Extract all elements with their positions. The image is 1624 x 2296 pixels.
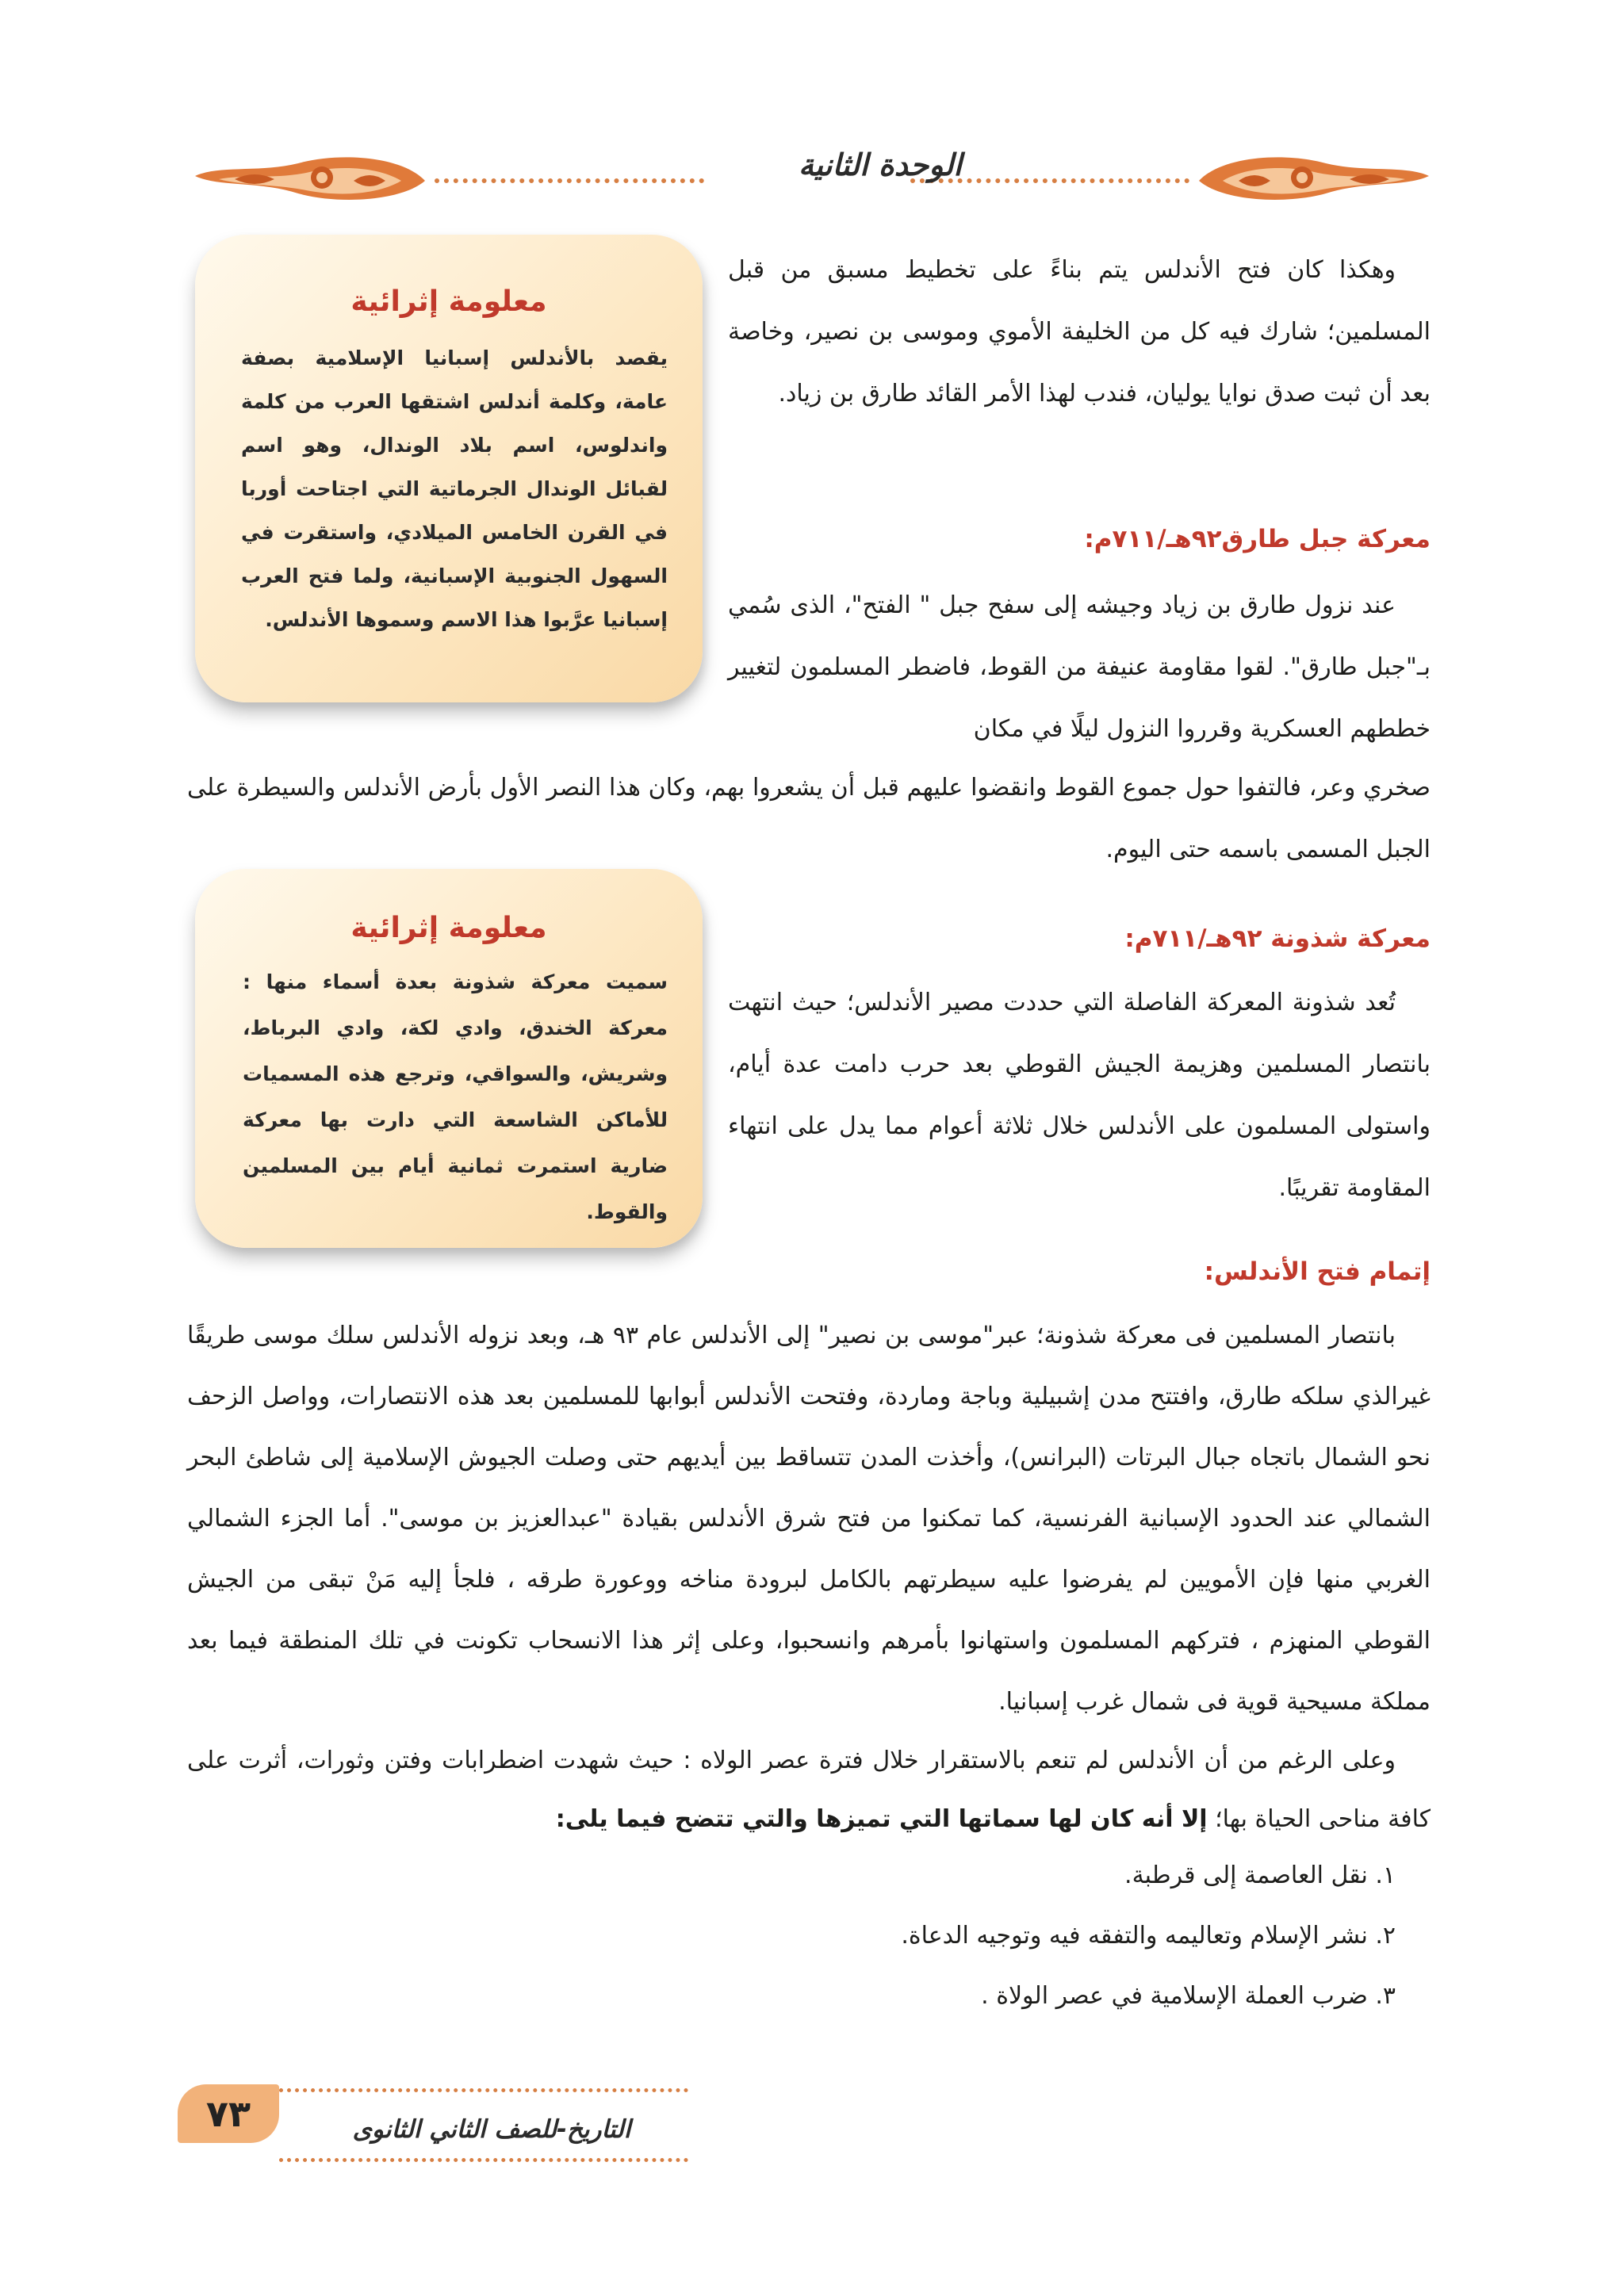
completion-heading: إتمام فتح الأندلس: bbox=[1204, 1257, 1431, 1286]
gibraltar-paragraph-top: عند نزول طارق بن زياد وجيشه إلى سفح جبل " الفتح"، الذى سُمي بـ"جبل طارق". لقوا مقاومة عنيفة من القوط، فاضطر المسلمون لتغيير خططهم العسكرية وقرروا النزول ليلًا في مكان bbox=[728, 591, 1431, 743]
features-list bbox=[714, 1846, 1431, 2026]
list-item: ٣. ضرب العملة الإسلامية في عصر الولاة . bbox=[981, 1982, 1396, 2010]
book-title: التاريخ-للصف الثاني الثانوى bbox=[352, 2115, 631, 2144]
footer-dots-top bbox=[279, 2088, 688, 2092]
list-item: ٢. نشر الإسلام وتعاليمه والتفقه فيه وتوجيه الدعاة. bbox=[901, 1922, 1396, 1950]
gibraltar-paragraph-bottom: صخري وعر، فالتفوا حول جموع القوط وانقضوا عليهم قبل أن يشعروا بهم، وكان هذا النصر الأول بأرض الأندلس والسيطرة على الجبل المسمى باسمه حتى اليوم. bbox=[187, 774, 1431, 863]
completion-paragraph-2 bbox=[187, 1732, 1431, 1849]
enrichment-box-1 bbox=[195, 235, 703, 702]
left-ornament-icon bbox=[187, 149, 433, 211]
completion-paragraph-2-text: وعلى الرغم من أن الأندلس لم تنعم بالاستقرار خلال فترة عصر الولاه : حيث شهدت اضطرابات وفتن وثورات، أثرت على كافة مناحى الحياة بها؛ bbox=[187, 1747, 1431, 1833]
completion-paragraph-2-emphasis: إلا أنه كان لها سماتها التي تميزها والتي تتضح فيما يلى: bbox=[555, 1805, 1208, 1833]
shadhuna-heading: معركة شذونة ٩٢هـ/٧١١م: bbox=[1124, 924, 1431, 953]
enrichment-box-title: معلومة إثرائية bbox=[350, 285, 547, 318]
header-dots-left bbox=[435, 178, 704, 183]
list-item: ١. نقل العاصمة إلى قرطبة. bbox=[1124, 1862, 1396, 1889]
right-ornament-icon bbox=[1191, 149, 1437, 211]
page-number: ٧٣ bbox=[178, 2084, 279, 2143]
completion-paragraph-1: بانتصار المسلمين فى معركة شذونة؛ عبر"موسى بن نصير" إلى الأندلس عام ٩٣ هـ، وبعد نزوله الأندلس سلك موسى طريقًا غيرالذي سلكه طارق، وافتتح مدن إشبيلية وباجة وماردة، وفتحت الأندلس أبوابها للمسلمين بعد هذه الانتصارات، وواصل الزحف نحو الشمال باتجاه جبال البرتات (البرانس)، وأخذت المدن تتساقط بين أيديهم حتى وصلت الجيوش الإسلامية إلى شاطئ البحر الشمالي عند الحدود الإسبانية الفرنسية، كما تمكنوا من فتح شرق الأندلس بقيادة "عبدالعزيز بن موسى". أما الجزء الشمالي الغربي منها فإن الأمويين لم يفرضوا عليه سيطرتهم بالكامل لبرودة مناخه ووعورة طرقه ، فلجأ إليه مَنْ تبقى من الجيش القوطي المنهزم ، فتركهم المسلمون واستهانوا بأمرهم وانسحبوا، وعلى إثر هذا الانسحاب تكونت في تلك المنطقة فيما بعد مملكة مسيحية قوية فى شمال غرب إسبانيا. bbox=[187, 1322, 1431, 1716]
shadhuna-paragraph: تُعد شذونة المعركة الفاصلة التي حددت مصير الأندلس؛ حيث انتهت بانتصار المسلمين وهزيمة الجيش القوطي بعد حرب دامت عدة أيام، واستولى المسلمون على الأندلس خلال ثلاثة أعوام مما يدل على انتهاء المقاومة تقريبًا. bbox=[728, 989, 1431, 1202]
footer-dots-bottom bbox=[279, 2158, 688, 2162]
enrichment-box-title: معلومة إثرائية bbox=[350, 912, 547, 944]
gibraltar-heading: معركة جبل طارق٩٢هـ/٧١١م: bbox=[1084, 525, 1431, 553]
intro-paragraph: وهكذا كان فتح الأندلس يتم بناءً على تخطيط مسبق من قبل المسلمين؛ شارك فيه كل من الخليفة الأموي وموسى بن نصير، وخاصة بعد أن ثبت صدق نوايا يوليان، فندب لهذا الأمر القائد طارق بن زياد. bbox=[728, 256, 1431, 408]
enrichment-box-2 bbox=[195, 869, 703, 1248]
enrichment-box-text: يقصد بالأندلس إسبانيا الإسلامية بصفة عامة، وكلمة أندلس اشتقها العرب من كلمة واندلوس، اسم بلاد الوندال، وهو اسم لقبائل الوندال الجرماتية التي اجتاحت أوربا في القرن الخامس الميلادي، واستقرت في السهول الجنوبية الإسبانية، ولما فتح العرب إسبانيا عرَّبوا هذا الاسم وسموها الأندلس. bbox=[241, 346, 668, 631]
enrichment-box-text: سميت معركة شذونة بعدة أسماء منها : معركة الخندق، وادي لكة، وادي البرباط، وشريش، والسواقي، وترجع هذه المسميات للأماكن الشاسعة التي دارت بها معركة ضارية استمرت ثمانية أيام بين المسلمين والقوط. bbox=[243, 970, 668, 1223]
